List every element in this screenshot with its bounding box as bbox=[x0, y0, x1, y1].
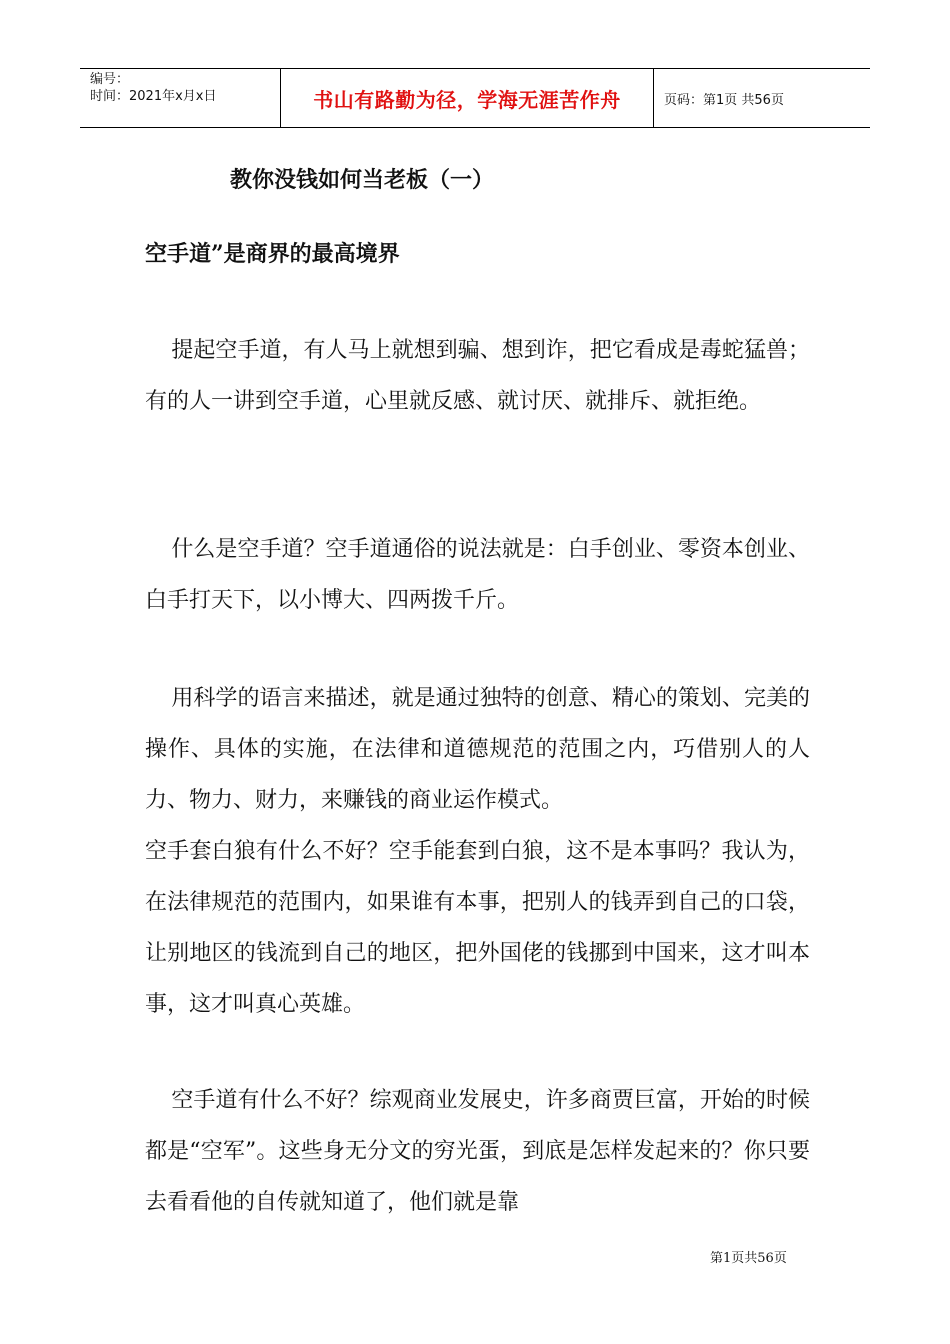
paragraph-1: 提起空手道，有人马上就想到骗、想到诈，把它看成是毒蛇猛兽；有的人一讲到空手道，心里就反感、就讨厌、就排斥、就拒绝。 bbox=[145, 338, 810, 414]
page-footer: 第1页共56页 bbox=[710, 1251, 787, 1266]
header-meta bbox=[80, 69, 281, 127]
header-motto: 书山有路勤为径，学海无涯苦作舟 bbox=[281, 69, 654, 127]
paragraph-2: 什么是空手道？空手道通俗的说法就是：白手创业、零资本创业、白手打天下，以小博大、四两拨千斤。 bbox=[145, 537, 810, 613]
paragraph-3: 用科学的语言来描述，就是通过独特的创意、精心的策划、完美的操作、具体的实施，在法律和道德规范的范围之内，巧借别人的人力、物力、财力，来赚钱的商业运作模式。 bbox=[145, 686, 810, 813]
time-label: 时间：2021年x月x日 bbox=[90, 89, 217, 104]
number-label: 编号： bbox=[90, 72, 130, 87]
paragraph-5: 空手道有什么不好？综观商业发展史，许多商贾巨富，开始的时候都是“空军”。这些身无分文的穷光蛋，到底是怎样发起来的？你只要去看看他的自传就知道了，他们就是靠 bbox=[145, 1088, 810, 1215]
document-title: 教你没钱如何当老板（一） bbox=[230, 167, 495, 193]
section-title: 空手道”是商界的最高境界 bbox=[145, 241, 400, 267]
paragraph-4: 空手套白狼有什么不好？空手能套到白狼，这不是本事吗？我认为，在法律规范的范围内，如果谁有本事，把别人的钱弄到自己的口袋，让别地区的钱流到自己的地区，把外国佬的钱挪到中国来，这才叫本事，这才叫真心英雄。 bbox=[145, 839, 810, 1017]
page-header bbox=[80, 68, 870, 128]
header-page-code: 页码：第1页 共56页 bbox=[664, 92, 784, 108]
